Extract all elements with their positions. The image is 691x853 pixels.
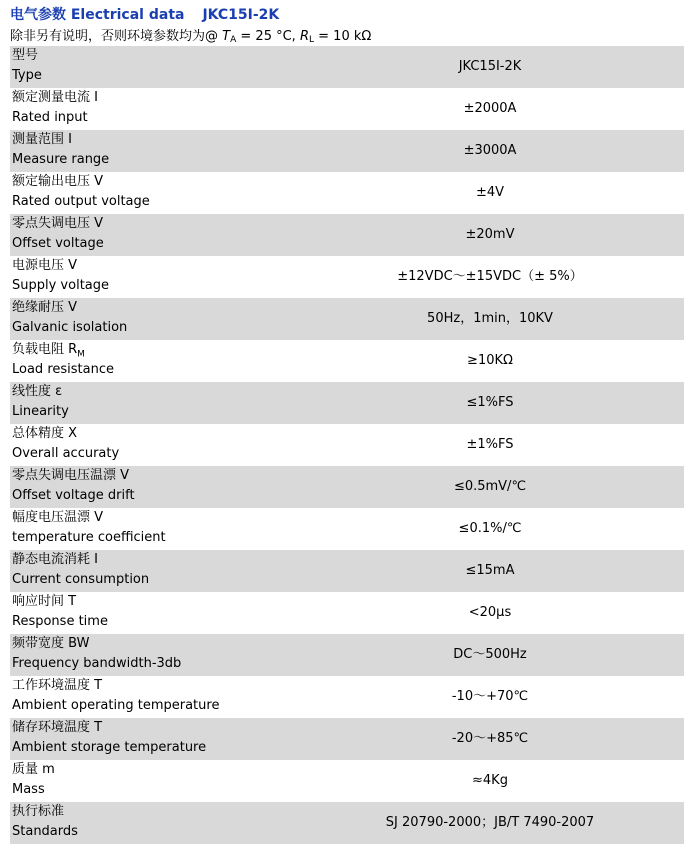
param-name-cn (12, 805, 64, 819)
param-subscript: M (77, 349, 85, 360)
ta-symbol: T (222, 29, 231, 44)
param-name-cn-text: 幅度电压温漂 V (12, 510, 104, 525)
table-row (10, 676, 684, 718)
param-value: ≥10KΩ (467, 353, 513, 368)
param-value: 50Hz，1min，10KV (427, 311, 553, 326)
param-name-cn (12, 721, 102, 735)
param-name-en: Response time (12, 614, 108, 629)
param-name-en: Frequency bandwidth-3db (12, 656, 182, 671)
table-row (10, 424, 684, 466)
param-name-cn (12, 217, 103, 231)
table-row (10, 214, 684, 256)
table-row (10, 88, 684, 130)
param-name-cn-text: 总体精度 X (12, 426, 78, 441)
param-name-cn-text: 静态电流消耗 I (12, 552, 98, 567)
param-name-cn (12, 175, 103, 189)
param-name-cn (12, 763, 55, 777)
param-name-en: Standards (12, 824, 78, 839)
rl-subscript: L (309, 35, 315, 45)
param-name-en: Supply voltage (12, 278, 110, 293)
table-row (10, 592, 684, 634)
param-name-cn-text: 型号 (12, 48, 39, 63)
param-value: -20～+85℃ (451, 731, 529, 746)
param-value: ±4V (475, 185, 505, 200)
table-row (10, 256, 684, 298)
param-name-cn-text: 质量 m (12, 762, 55, 777)
table-row (10, 550, 684, 592)
param-name-cn-text: 零点失调电压温漂 V (12, 468, 130, 483)
table-row (10, 466, 684, 508)
param-value: DC～500Hz (453, 647, 527, 662)
param-value: JKC15I-2K (458, 59, 522, 74)
param-name-en: Mass (12, 782, 45, 797)
table-row (10, 718, 684, 760)
param-name-cn-text: 电源电压 V (12, 258, 78, 273)
param-name-en: temperature coefficient (12, 530, 166, 545)
spec-table (10, 46, 684, 844)
param-name-cn (12, 259, 77, 273)
param-name-en: Offset voltage drift (12, 488, 135, 503)
rl-symbol: R (299, 29, 309, 44)
param-name-cn (12, 427, 77, 441)
table-row (10, 508, 684, 550)
param-name-cn (12, 637, 89, 651)
param-name-cn-text: 负载电阻 R (12, 342, 78, 357)
param-name-cn-text: 线性度 ε (12, 384, 63, 399)
param-value: ≈4Kg (472, 773, 508, 788)
table-row (10, 802, 684, 844)
table-row (10, 760, 684, 802)
param-value: ±2000A (463, 101, 517, 116)
param-value: ±3000A (463, 143, 517, 158)
table-row (10, 298, 684, 340)
table-row (10, 382, 684, 424)
table-row (10, 634, 684, 676)
param-name-cn (12, 91, 98, 105)
param-name-cn (12, 469, 129, 483)
param-name-en: Offset voltage (12, 236, 104, 251)
param-name-en: Measure range (12, 152, 110, 167)
param-value: ±12VDC～±15VDC（± 5%） (397, 269, 583, 284)
ta-value: = 25 °C, (236, 29, 300, 44)
param-name-cn-text: 零点失调电压 V (12, 216, 104, 231)
param-value: ≤0.1%/℃ (458, 521, 522, 536)
param-name-cn (12, 133, 72, 147)
param-name-cn-text: 测量范围 I (12, 132, 72, 147)
param-name-en: Overall accuraty (12, 446, 120, 461)
param-name-cn-text: 绝缘耐压 V (12, 300, 78, 315)
table-row (10, 172, 684, 214)
param-name-cn (12, 343, 85, 362)
ta-subscript: A (230, 35, 237, 45)
param-value: SJ 20790-2000；JB/T 7490-2007 (385, 815, 595, 830)
table-row (10, 340, 684, 382)
note-prefix: 除非另有说明，否则环境参数均为@ (10, 29, 223, 44)
param-name-en: Current consumption (12, 572, 150, 587)
param-value: ≤0.5mV/℃ (453, 479, 527, 494)
param-name-cn-text: 响应时间 T (12, 594, 77, 609)
param-name-cn-text: 额定输出电压 V (12, 174, 104, 189)
param-name-cn-text: 储存环境温度 T (12, 720, 103, 735)
param-name-cn-text: 执行标准 (12, 804, 65, 819)
title-text: 电气参数 Electrical data (10, 7, 185, 23)
param-value: -10～+70℃ (451, 689, 529, 704)
param-value: ±20mV (465, 227, 515, 242)
param-name-en: Ambient storage temperature (12, 740, 207, 755)
param-value: <20μs (468, 605, 512, 620)
param-name-en: Load resistance (12, 362, 114, 377)
param-name-cn (12, 595, 76, 609)
param-name-en: Rated output voltage (12, 194, 150, 209)
table-row (10, 130, 684, 172)
section-title (10, 4, 279, 24)
param-name-en: Rated input (12, 110, 88, 125)
param-value: ±1%FS (466, 437, 514, 452)
rl-value: = 10 kΩ (314, 29, 372, 44)
param-name-en: Galvanic isolation (12, 320, 128, 335)
param-value: ≤15mA (465, 563, 515, 578)
param-name-cn (12, 511, 103, 525)
param-name-en: Linearity (12, 404, 69, 419)
param-name-cn-text: 频带宽度 BW (12, 636, 90, 651)
model-title: JKC15I-2K (202, 7, 280, 23)
param-name-cn (12, 385, 62, 399)
ambient-conditions-note (10, 25, 371, 45)
param-name-en: Type (12, 68, 42, 83)
param-name-en: Ambient operating temperature (12, 698, 220, 713)
param-name-cn (12, 553, 98, 567)
param-value: ≤1%FS (466, 395, 514, 410)
param-name-cn (12, 679, 102, 693)
table-row (10, 46, 684, 88)
param-name-cn-text: 额定测量电流 I (12, 90, 98, 105)
param-name-cn (12, 301, 77, 315)
param-name-cn-text: 工作环境温度 T (12, 678, 103, 693)
param-name-cn (12, 49, 38, 63)
